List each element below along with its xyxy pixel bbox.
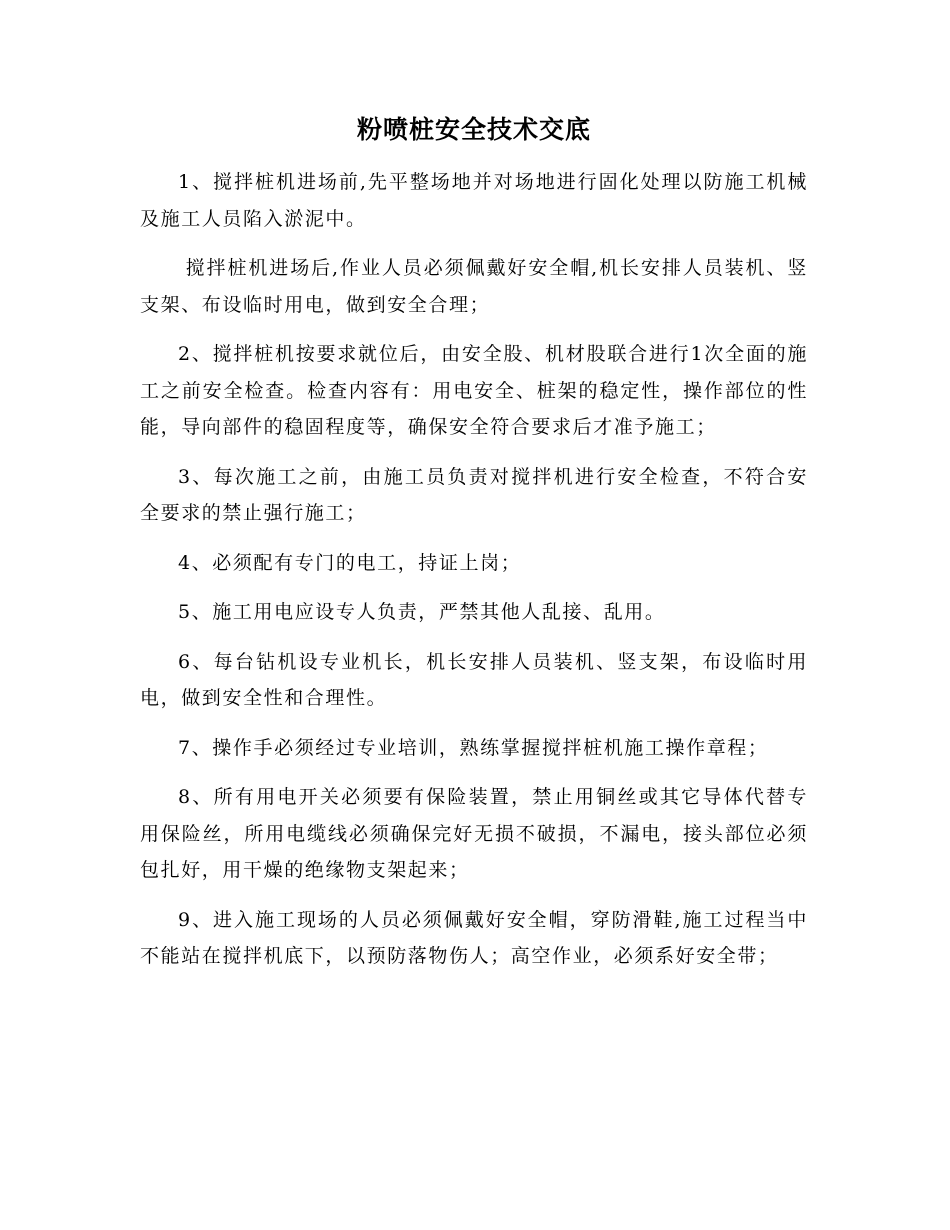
document-title: 粉喷桩安全技术交底 <box>356 115 591 144</box>
paragraph-2: 搅拌桩机进场后,作业人员必须佩戴好安全帽,机长安排人员装机、竖支架、布设临时用电，做到安全合理； <box>140 257 808 316</box>
paragraph-7: 6、每台钻机设专业机长，机长安排人员装机、竖支架，布设临时用电，做到安全性和合理性。 <box>140 650 808 709</box>
paragraph-9: 8、所有用电开关必须要有保险装置，禁止用铜丝或其它导体代替专用保险丝，所用电缆线必须确保完好无损不破损，不漏电，接头部位必须包扎好，用干燥的绝缘物支架起来； <box>140 786 808 881</box>
paragraph-4: 3、每次施工之前，由施工员负责对搅拌机进行安全检查，不符合安全要求的禁止强行施工； <box>140 465 808 524</box>
paragraph-6: 5、施工用电应设专人负责，严禁其他人乱接、乱用。 <box>178 601 666 623</box>
paragraph-1: 1、搅拌桩机进场前,先平整场地并对场地进行固化处理以防施工机械及施工人员陷入淤泥中。 <box>140 171 808 230</box>
paragraph-10: 9、进入施工现场的人员必须佩戴好安全帽，穿防滑鞋,施工过程当中不能站在搅拌机底下，以预防落物伤人；高空作业，必须系好安全带； <box>140 908 808 967</box>
document-page <box>140 110 808 988</box>
paragraph-8: 7、操作手必须经过专业培训，熟练掌握搅拌桩机施工操作章程； <box>178 736 769 759</box>
paragraph-5: 4、必须配有专门的电工，持证上岗； <box>178 551 522 574</box>
paragraph-3: 2、搅拌桩机按要求就位后，由安全股、机材股联合进行1次全面的施工之前安全检查。检查内容有：用电安全、桩架的稳定性，操作部位的性能，导向部件的稳固程度等，确保安全符合要求后才准予施工； <box>140 343 808 438</box>
